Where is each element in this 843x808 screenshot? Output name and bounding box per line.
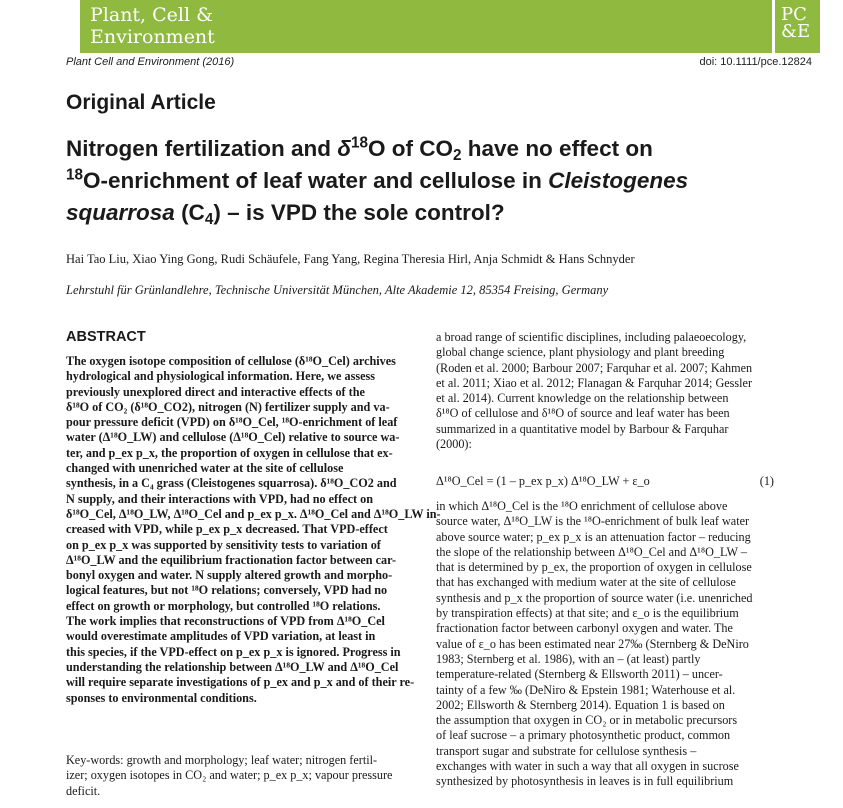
article-type: Original Article <box>66 91 216 114</box>
body-line: 2002; Ellsworth & Sternberg 2014). Equation 1 is based on <box>436 697 725 712</box>
abstract-heading: ABSTRACT <box>66 329 146 345</box>
abstract-line: this species, if the VPD-effect on p_ex p_x is ignored. Progress in <box>66 644 401 659</box>
article-title <box>66 133 776 229</box>
abstract-line: would overestimate amplitudes of VPD variation, at least in <box>66 629 376 644</box>
body-line: a broad range of scientific disciplines, including palaeoecology, <box>436 330 747 344</box>
journal-banner <box>80 0 811 53</box>
abstract-line: synthesis, in a C₄ grass (Cleistogenes squarrosa). δ¹⁸O_CO2 and <box>66 476 397 491</box>
journal-name-line2: Environment <box>90 26 215 48</box>
body-line: tainty of a few ‰ (DeNiro & Epstein 1981; Waterhouse et al. <box>436 682 736 697</box>
body-text-bottom <box>436 499 774 790</box>
journal-name <box>90 4 215 48</box>
logo-line1: PC <box>781 4 807 25</box>
body-line: above source water; p_ex p_x is an attenuation factor – reducing <box>436 529 751 544</box>
body-line: synthesized by photosynthesis in leaves is in full equilibrium <box>436 774 734 789</box>
body-line: temperature-related (Sternberg & Ellsworth 2011) – uncer- <box>436 667 723 682</box>
body-line: that has exchanged with medium water at the site of cellulose <box>436 575 736 590</box>
body-line: value of ε_o has been estimated near 27‰ (Sternberg & DeNiro <box>436 636 749 651</box>
body-line: (2000): <box>436 437 472 452</box>
body-line: transport sugar and substrate for cellulose synthesis – <box>436 743 697 758</box>
abstract-line: will require separate investigations of p_ex and p_x and of their re- <box>66 675 415 690</box>
abstract-line: Δ¹⁸O_LW and the equilibrium fractionation factor between car- <box>66 552 397 567</box>
keywords-line: deficit. <box>66 783 101 798</box>
abstract-line: δ¹⁸O_Cel, Δ¹⁸O_LW, Δ¹⁸O_Cel and p_ex p_x. Δ¹⁸O_Cel and Δ¹⁸O_LW in- <box>66 506 441 521</box>
body-line: (Roden et al. 2000; Barbour 2007; Farquhar et al. 2007; Kahmen <box>436 360 753 375</box>
body-line: synthesis and p_x the proportion of source water (i.e. unenriched <box>436 590 753 605</box>
equation-number: (1) <box>759 474 774 488</box>
abstract-line: effect on growth or morphology, but controlled ¹⁸O relations. <box>66 598 381 613</box>
equation-1 <box>436 474 774 489</box>
body-line: et al. 2014). Current knowledge on the relationship between <box>436 391 729 406</box>
body-text-top <box>436 330 774 452</box>
abstract-line: The work implies that reconstructions of VPD from Δ¹⁸O_Cel <box>66 614 385 629</box>
abstract-line: logical features, but not ¹⁸O relations; conversely, VPD had no <box>66 583 388 598</box>
body-line: et al. 2011; Xiao et al. 2012; Flanagan & Farquhar 2014; Gessler <box>436 375 753 390</box>
body-line: summarized in a quantitative model by Barbour & Farquhar <box>436 421 729 436</box>
body-line: source water, Δ¹⁸O_LW is the ¹⁸O-enrichment of bulk leaf water <box>436 514 750 529</box>
body-line: of leaf sucrose – a primary photosynthetic product, common <box>436 728 731 743</box>
body-line: the assumption that oxygen in CO₂ or in metabolic precursors <box>436 713 738 728</box>
abstract-line: understanding the relationship between Δ¹⁸O_LW and Δ¹⁸O_Cel <box>66 659 399 674</box>
abstract-line: previously unexplored direct and interactive effects of the <box>66 384 365 399</box>
journal-logo <box>772 0 820 53</box>
abstract-line: δ¹⁸O of CO₂ (δ¹⁸O_CO2), nitrogen (N) fertilizer supply and va- <box>66 399 390 414</box>
abstract-line: pour pressure deficit (VPD) on δ¹⁸O_Cel, ¹⁸O-enrichment of leaf <box>66 415 398 430</box>
body-line: that is determined by p_ex, the proportion of oxygen in cellulose <box>436 560 752 575</box>
abstract-line: N supply, and their interactions with VPD, had no effect on <box>66 491 373 506</box>
abstract-line: on p_ex p_x was supported by sensitivity tests to variation of <box>66 537 381 552</box>
abstract-line: water (Δ¹⁸O_LW) and cellulose (Δ¹⁸O_Cel) relative to source wa- <box>66 430 400 445</box>
logo-line2: &E <box>781 21 811 42</box>
keywords-line: Key-words: growth and morphology; leaf water; nitrogen fertil- <box>66 753 378 767</box>
abstract-line: sponses to environmental conditions. <box>66 690 257 705</box>
abstract-line: bonyl oxygen and water. N supply altered growth and morpho- <box>66 568 393 583</box>
body-line: by transpiration effects) at that site; and ε_o is the equilibrium <box>436 606 739 621</box>
body-line: global change science, plant physiology and plant breeding <box>436 345 725 360</box>
body-line: in which Δ¹⁸O_Cel is the ¹⁸O enrichment of cellulose above <box>436 499 728 513</box>
journal-name-line1: Plant, Cell & <box>90 4 214 26</box>
keywords-line: izer; oxygen isotopes in CO₂ and water; p_ex p_x; vapour pressure <box>66 768 393 783</box>
body-line: fractionation factor between carbonyl oxygen and water. The <box>436 621 733 636</box>
body-line: exchanges with water in such a way that all oxygen in sucrose <box>436 759 739 774</box>
abstract-line: ter, and p_ex p_x, the proportion of oxygen in cellulose that ex- <box>66 445 393 460</box>
body-line: the slope of the relationship between Δ¹⁸O_Cel and Δ¹⁸O_LW – <box>436 544 747 559</box>
title-line3: squarrosa $(C_4)$ – is VPD the sole control? <box>66 200 505 228</box>
abstract-line: The oxygen isotope composition of cellulose (δ¹⁸O_Cel) archives <box>66 354 396 368</box>
abstract-body <box>66 354 441 706</box>
affiliation: Lehrstuhl für Grünlandlehre, Technische Universität München, Alte Akademie 12, 85354 Freising, Germany <box>66 283 609 297</box>
body-line: δ¹⁸O of cellulose and δ¹⁸O of source and leaf water has been <box>436 406 730 421</box>
title-line1: Nitrogen fertilization and $\delta^{18}O$ of $CO_2$ have no effect on <box>66 134 653 164</box>
body-line: 1983; Sternberg et al. 1986), with an – (at least) partly <box>436 651 701 666</box>
abstract-line: creased with VPD, while p_ex p_x decreased. That VPD-effect <box>66 522 388 537</box>
doi[interactable]: doi: 10.1111/pce.12824 <box>699 56 812 68</box>
title-line2: $^{18}$O-enrichment of leaf water and cellulose in Cleistogenes <box>66 166 689 193</box>
equation-text: Δ¹⁸O_Cel = (1 – p_ex p_x) Δ¹⁸O_LW + ε_o <box>436 474 650 488</box>
citation: Plant Cell and Environment (2016) <box>66 56 235 68</box>
keywords <box>66 753 406 799</box>
abstract-line: hydrological and physiological information. Here, we assess <box>66 369 375 384</box>
authors: Hai Tao Liu, Xiao Ying Gong, Rudi Schäufele, Fang Yang, Regina Theresia Hirl, Anja Schmidt & Hans Schnyder <box>66 252 635 266</box>
abstract-line: changed with unenriched water at the site of cellulose <box>66 461 344 476</box>
